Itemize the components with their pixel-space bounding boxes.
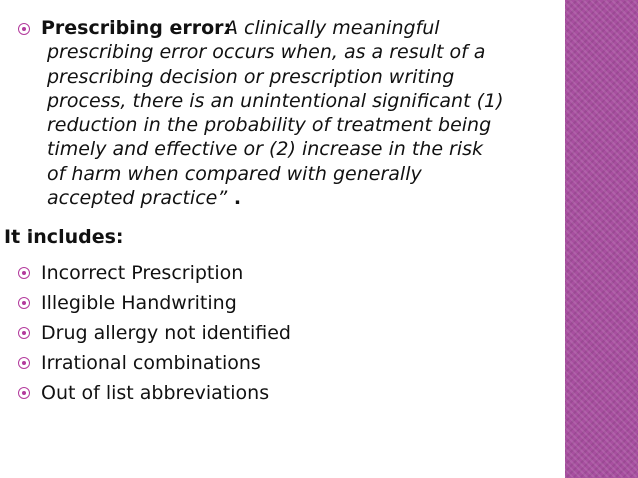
definition-line: prescribing error occurs when, as a result of a (47, 41, 486, 64)
list-item-label: Illegible Handwriting (41, 292, 237, 314)
circled-dot-bullet-icon (18, 357, 30, 369)
definition-line: accepted practice” . (47, 187, 242, 210)
definition-ending: . (227, 187, 242, 210)
definition-term: Prescribing error: (41, 17, 232, 39)
circled-dot-bullet-icon (18, 297, 30, 309)
list-item (18, 348, 558, 378)
list-item-label: Incorrect Prescription (41, 262, 244, 284)
list-item (18, 288, 558, 318)
circled-dot-bullet-icon (18, 387, 30, 399)
list-item-label: Drug allergy not identified (41, 322, 291, 344)
circled-dot-bullet-icon (18, 327, 30, 339)
decorative-side-band (565, 0, 638, 478)
definition-line: timely and effective or (2) increase in the risk (47, 138, 484, 161)
list-item-label: Irrational combinations (41, 352, 261, 374)
definition-line: A clinically meaningful (225, 17, 440, 39)
list-item (18, 318, 558, 348)
circled-dot-bullet-icon (18, 267, 30, 279)
includes-list (18, 258, 558, 408)
includes-heading: It includes: (4, 226, 124, 248)
circled-dot-bullet-icon (18, 23, 30, 35)
list-item (18, 378, 558, 408)
definition-text (47, 16, 567, 210)
definition-line: of harm when compared with generally (47, 162, 422, 185)
definition-line: reduction in the probability of treatment being (47, 114, 492, 137)
list-item-label: Out of list abbreviations (41, 382, 270, 404)
definition-line: prescribing decision or prescription writing (47, 65, 455, 88)
definition-line: process, there is an unintentional significant (1) (47, 89, 504, 112)
list-item (18, 258, 558, 288)
